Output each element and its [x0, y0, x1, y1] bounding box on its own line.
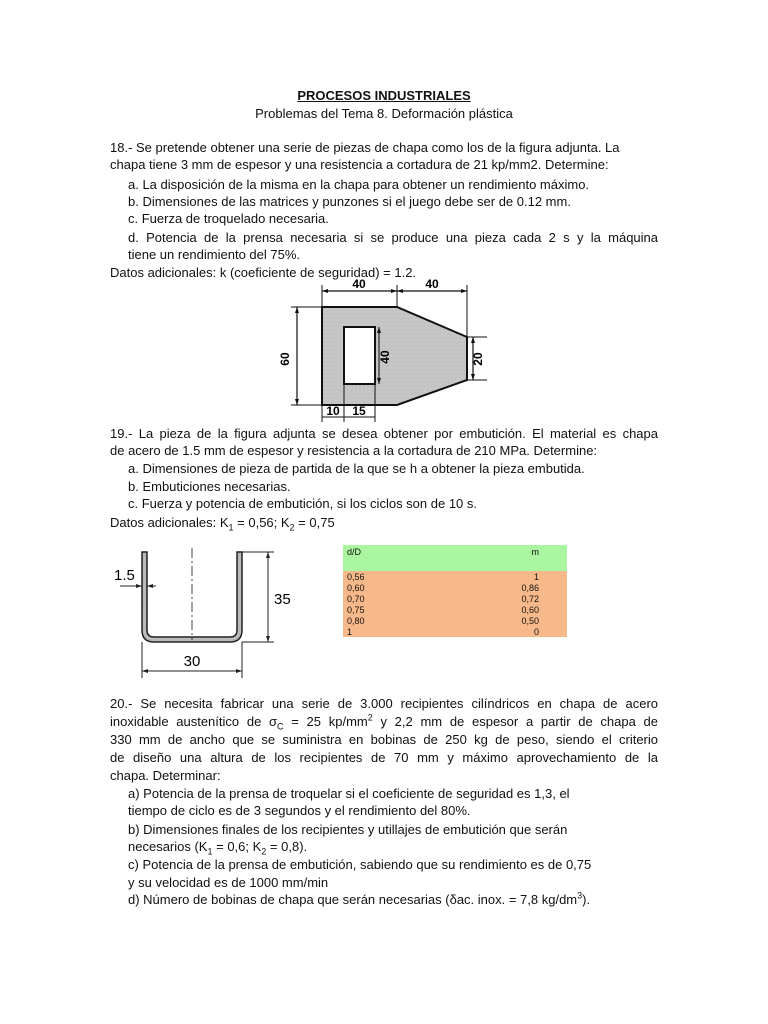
p20-item-b-line-1: b) Dimensiones finales de los recipientes y utillajes de embutición que serán [128, 822, 568, 837]
table-row [343, 626, 567, 637]
p18-line-1: 18.- Se pretende obtener una serie de piezas de chapa como los de la figura adjunta. La [110, 140, 620, 155]
p20-line-1: 20.- Se necesita fabricar una serie de 3.000 recipientes cilíndricos en chapa de acero [110, 696, 658, 711]
table-cell: 0,56 [343, 571, 441, 582]
problem-18-statement [110, 139, 658, 156]
p20-line-4: de diseño una altura de los recipientes de 70 mm y máximo aprovechamiento de la [110, 750, 658, 765]
table-row [343, 593, 567, 604]
height-label: 35 [274, 591, 291, 608]
p18-item-d-line-2: tiene un rendimiento del 75%. [128, 247, 301, 262]
table-header-dD: d/D [343, 545, 441, 571]
piece-hole [344, 327, 375, 384]
p20-line-3: 330 mm de ancho que se suministra en bobinas de 250 kg de peso, siendo el criterio [110, 732, 658, 747]
p20-item-a-line-1: a) Potencia de la prensa de troquelar si el coeficiente de seguridad es 1,3, el [128, 786, 570, 801]
table-cell: 1 [343, 626, 441, 637]
p20-item-c-line-2: y su velocidad es de 1000 mm/min [128, 875, 329, 890]
p20-line-2: inoxidable austenítico de $\sigma_C = 25$ $kp/mm^2$ y 2,2 mm de espesor a partir de chapa de [110, 712, 658, 732]
p19-line-2: de acero de 1.5 mm de espesor y resistencia a la cortadura de 210 MPa. Determine: [110, 443, 598, 458]
dim-bottom-b-label: 15 [352, 404, 366, 418]
p19-item-a: a. Dimensiones de pieza de partida de la que se h a obtener la pieza embutida. [128, 461, 585, 476]
table-row [343, 571, 567, 582]
table-cell: 1 [441, 571, 567, 582]
table-cell: 0,50 [441, 615, 567, 626]
dim-bottom-a-label: 10 [326, 404, 340, 418]
p18-item-d-line-1: d. Potencia de la prensa necesaria si se produce una pieza cada 2 s y la máquina [128, 230, 658, 245]
table-cell: 0,60 [441, 604, 567, 615]
width-label: 30 [183, 653, 201, 670]
dim-top-right-label: 40 [425, 277, 439, 291]
table-header-row [343, 545, 567, 571]
p18-item-c: c. Fuerza de troquelado necesaria. [128, 211, 329, 226]
table-cell: 0,75 [343, 604, 441, 615]
drawing-ratio-table [343, 545, 567, 637]
table-row [343, 604, 567, 615]
p19-item-c: c. Fuerza y potencia de embutición, si los ciclos son de 10 s. [128, 496, 478, 511]
dim-left-label: 60 [278, 352, 292, 366]
p19-cup-figure [112, 540, 302, 680]
table-cell: 0,72 [441, 593, 567, 604]
p20-item-b-line-2: necesarios ($K_1 = 0,6$; $K_2 = 0,8$). [128, 839, 308, 857]
table-cell: 0 [441, 626, 567, 637]
p18-piece-figure [275, 277, 495, 422]
table-cell: 0,70 [343, 593, 441, 604]
table-header-m: m [441, 545, 567, 571]
document-title: PROCESOS INDUSTRIALES [297, 88, 471, 103]
p20-item-d: d) Número de bobinas de chapa que serán necesarias (δac. inox. = 7,8 $kg/dm^3$). [128, 890, 591, 907]
p18-additional-data: Datos adicionales: k (coeficiente de seguridad) = 1.2. [110, 265, 417, 280]
p19-item-b: b. Embuticiones necesarias. [128, 479, 291, 494]
p18-line-2: chapa tiene 3 mm de espesor y una resistencia a cortadura de 21 kp/mm2. Determine: [110, 157, 609, 172]
table-cell: 0,60 [343, 582, 441, 593]
table-row [343, 582, 567, 593]
table-row [343, 615, 567, 626]
table-cell: 0,86 [441, 582, 567, 593]
p18-item-b: b. Dimensiones de las matrices y punzones si el juego debe ser de 0.12 mm. [128, 194, 571, 209]
document-subtitle: Problemas del Tema 8. Deformación plástica [255, 106, 513, 121]
p20-item-a-line-2: tiempo de ciclo es de 3 segundos y el rendimiento del 80%. [128, 803, 471, 818]
dim-hole-label: 40 [378, 350, 392, 364]
table-cell: 0,80 [343, 615, 441, 626]
dim-right-label: 20 [471, 352, 485, 366]
dim-top-left-label: 40 [352, 277, 366, 291]
p19-line-1: 19.- La pieza de la figura adjunta se desea obtener por embutición. El material es chapa [110, 426, 658, 441]
p20-line-5: chapa. Determinar: [110, 768, 221, 783]
thickness-label: 1.5 [114, 567, 135, 584]
p19-additional-data: Datos adicionales: $K_1 = 0,56$; $K_2 = 0,75$ [110, 515, 335, 533]
p18-item-a: a. La disposición de la misma en la chapa para obtener un rendimiento máximo. [128, 177, 590, 192]
p20-item-c-line-1: c) Potencia de la prensa de embutición, sabiendo que su rendimiento es de 0,75 [128, 857, 592, 872]
